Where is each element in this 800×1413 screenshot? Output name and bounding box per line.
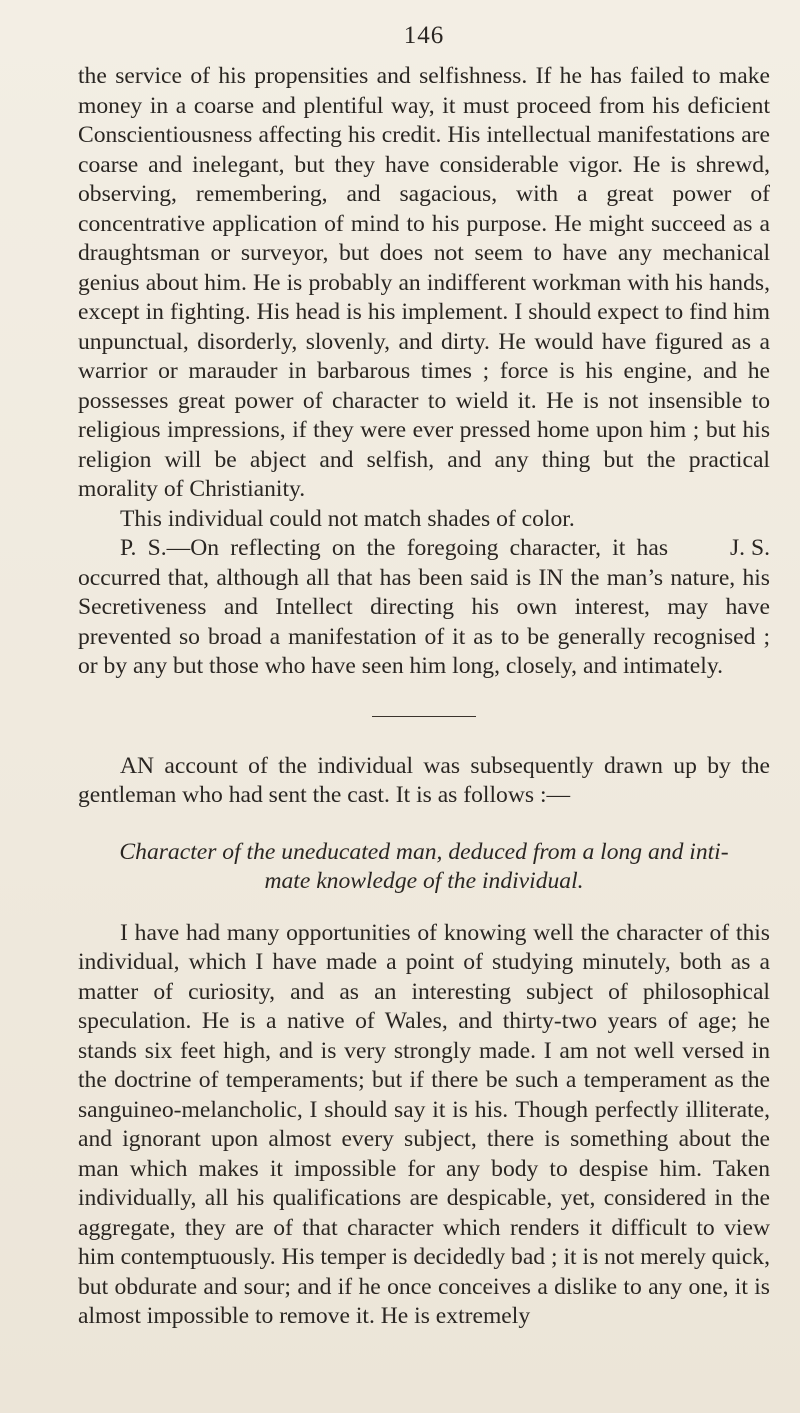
caption-line-1: Character of the uneducated man, deduced from a long and inti- — [119, 838, 729, 865]
paragraph-continuation: the service of his propensities and selfishness. If he has failed to make money in a coarse and plentiful way, it must proceed from his deficient Conscientiousness affecting his credit. His intellectual manifestations are coarse and inelegant, but they have considerable vigor. He is shrewd, observing, remembering, and sagacious, with a great power of concentrative application of mind to his purpose. He might succeed as a draughtsman or surveyor, but does not seem to have any mechanical genius about him. He is probably an indifferent workman with his hands, except in fighting. His head is his implement. I should expect to find him unpunctual, disorderly, slovenly, and dirty. He would have figured as a warrior or marauder in barbarous times ; force is his engine, and he possesses great power of character to wield it. He is not insensible to religious impressions, if they were ever pressed home upon him ; but his religion will be abject and selfish, and any thing but the practical morality of Christianity. — [78, 63, 770, 502]
paragraph-character-description: I have had many opportunities of knowing well the character of this individual, which I have made a point of studying minutely, both as a matter of curiosity, and as an interesting subject of philosophical speculation. He is a native of Wales, and thirty-two years of age; he stands six feet high, and is very strongly made. I am not well versed in the doctrine of temperaments; but if there be such a temperament as the sanguineo-melancholic, I should say it is his. Though perfectly illiterate, and ignorant upon almost every subject, there is something about the man which makes it impossible for any body to despise him. Taken individually, all his qualifications are despicable, yet, considered in the aggregate, they are of that character which renders it difficult to view him contemptuously. His temper is decidedly bad ; it is not merely quick, but obdurate and sour; and if he once conceives a dislike to any one, it is almost impossible to remove it. He is extremely — [78, 919, 770, 1329]
paragraph-color-note: This individual could not match shades of color. — [120, 505, 575, 532]
postscript-signature: J. S. — [730, 535, 770, 561]
caption-line-2: mate knowledge of the individual. — [264, 868, 584, 894]
postscript-text: P. S.—On reflecting on the foregoing character, it has occurred that, although all that has been said is IN the man’s nature, his Secretiveness and Intellect directing his own interest, may have prevented so broad a manifestation of it as to be generally recognised ; or by any but those who have seen him long, closely, and intimately. — [78, 535, 770, 679]
section-divider — [372, 716, 476, 717]
page-number: 146 — [403, 22, 445, 49]
section-caption — [78, 838, 770, 897]
paragraph-account-intro: AN account of the individual was subsequently drawn up by the gentleman who had sent the cast. It is as follows :— — [78, 752, 770, 808]
paragraph-postscript — [78, 534, 770, 682]
